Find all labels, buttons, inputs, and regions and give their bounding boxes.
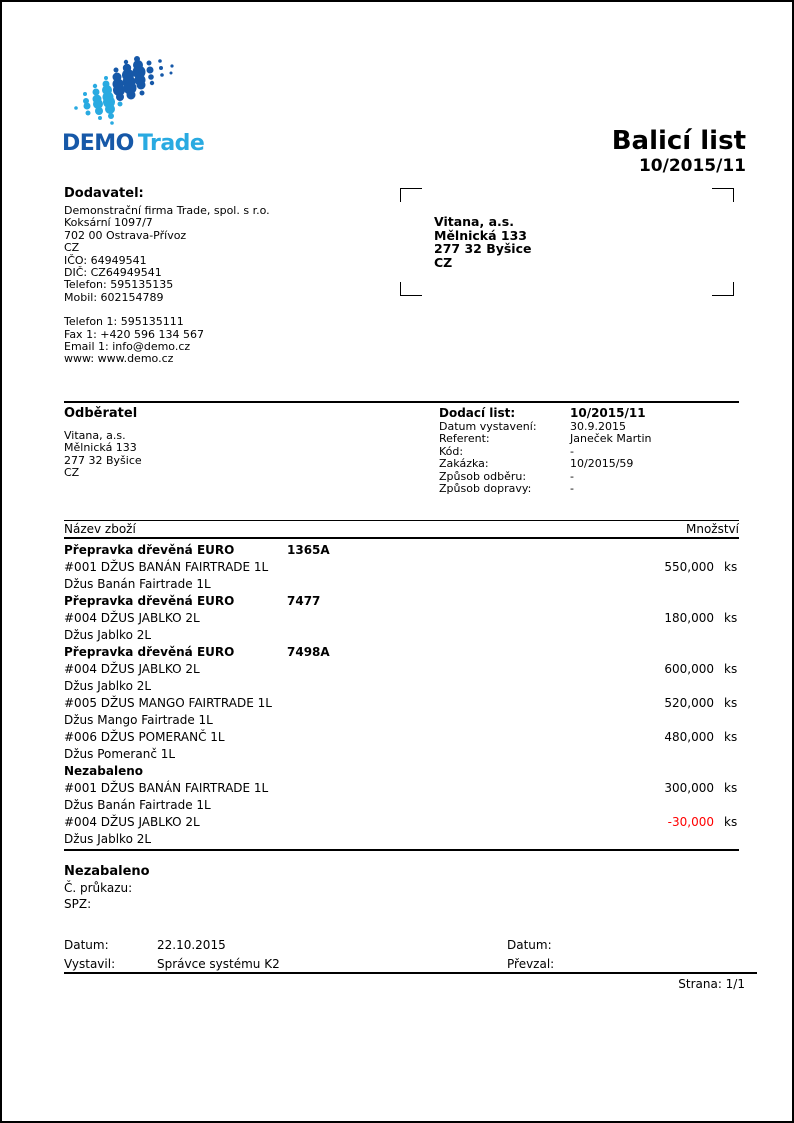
delivery-info-value: 30.9.2015 <box>570 419 626 433</box>
document-number: 10/2015/11 <box>638 156 746 176</box>
item-group-code: 7498A <box>287 645 330 659</box>
item-unit: ks <box>724 696 738 710</box>
delivery-info-label: Referent: <box>439 432 490 446</box>
item-name <box>64 763 614 780</box>
document-title: Balicí list <box>611 126 746 156</box>
delivery-info-row <box>439 483 652 496</box>
supplier-line: Mobil: 602154789 <box>64 290 164 304</box>
column-header-name: Název zboží <box>64 522 136 536</box>
table-row <box>64 780 739 797</box>
table-row <box>64 814 739 831</box>
unpacked-block <box>64 864 150 912</box>
item-quantity: 550,000 <box>664 560 714 574</box>
item-unit: ks <box>724 730 738 744</box>
supplier-line: Demonstrační firma Trade, spol. s r.o. <box>64 204 270 217</box>
logo-text-demo: DEMO <box>62 131 134 156</box>
item-group-code: 1365A <box>287 543 330 557</box>
table-row <box>64 729 739 746</box>
frame-corner-bottom-right <box>712 282 734 296</box>
supplier-address-lines <box>64 205 270 304</box>
item-quantity: 180,000 <box>664 611 714 625</box>
customer-address-lines <box>64 430 142 480</box>
item-name <box>64 610 614 627</box>
item-unit <box>724 746 739 763</box>
item-unit: ks <box>724 611 738 625</box>
item-name-text: #001 DŽUS BANÁN FAIRTRADE 1L <box>64 781 269 795</box>
signature-bottom-rule <box>64 972 757 974</box>
item-name-text: #004 DŽUS JABLKO 2L <box>64 662 200 676</box>
delivery-info-value: - <box>570 482 574 496</box>
item-name-text: Džus Pomeranč 1L <box>64 747 176 761</box>
supplier-contact-lines <box>64 316 270 366</box>
frame-corner-bottom-left <box>400 282 422 296</box>
shipping-address-line: 277 32 Byšice <box>434 241 532 256</box>
supplier-contact-line: Telefon 1: 595135111 <box>64 315 184 329</box>
shipping-address-frame <box>400 188 734 296</box>
supplier-contact-line: Fax 1: +420 596 134 567 <box>64 327 204 341</box>
unpacked-heading: Nezabaleno <box>64 864 150 879</box>
item-quantity <box>614 763 714 780</box>
unpacked-line: Č. průkazu: <box>64 881 133 895</box>
shipping-address-line: Mělnická 133 <box>434 227 527 243</box>
delivery-info-value: Janeček Martin <box>570 432 652 446</box>
item-name <box>64 712 614 729</box>
item-quantity <box>614 627 714 644</box>
table-row <box>64 763 739 780</box>
delivery-info-label: Kód: <box>439 444 464 458</box>
customer-block <box>64 406 142 480</box>
delivery-info-row <box>439 433 652 446</box>
item-quantity <box>614 542 714 559</box>
signature-row <box>507 936 602 955</box>
signature-issuer <box>64 936 280 974</box>
delivery-info-block <box>439 407 652 496</box>
item-quantity: 300,000 <box>664 781 714 795</box>
table-row <box>64 576 739 593</box>
frame-corner-top-right <box>712 188 734 202</box>
item-unit: ks <box>724 815 738 829</box>
table-row <box>64 746 739 763</box>
item-unit <box>724 797 739 814</box>
item-name-text: Džus Banán Fairtrade 1L <box>64 577 211 591</box>
table-row <box>64 695 739 712</box>
supplier-block <box>64 186 270 366</box>
item-name-text: Džus Jablko 2L <box>64 832 152 846</box>
delivery-info-label: Způsob odběru: <box>439 469 527 483</box>
item-name <box>64 644 614 661</box>
supplier-line: DIČ: CZ64949541 <box>64 266 162 280</box>
frame-corner-top-left <box>400 188 422 202</box>
item-name-text: #006 DŽUS POMERANČ 1L <box>64 730 225 744</box>
item-name <box>64 695 614 712</box>
item-unit <box>724 542 739 559</box>
table-row <box>64 831 739 848</box>
item-name <box>64 831 614 848</box>
table-header <box>64 522 739 536</box>
table-bottom-rule <box>64 849 739 851</box>
item-unit: ks <box>724 560 738 574</box>
item-name-text: Nezabaleno <box>64 764 143 778</box>
item-name <box>64 746 614 763</box>
item-name <box>64 678 614 695</box>
item-name-text: Přepravka dřevěná EURO <box>64 543 235 557</box>
item-quantity <box>614 678 714 695</box>
title-block <box>612 126 746 176</box>
customer-line: Vitana, a.s. <box>64 429 126 442</box>
item-unit <box>724 627 739 644</box>
column-header-quantity: Množství <box>686 522 739 536</box>
table-row <box>64 661 739 678</box>
item-quantity <box>614 712 714 729</box>
shipping-address-line: CZ <box>434 254 453 270</box>
item-quantity: 480,000 <box>664 730 714 744</box>
item-unit <box>724 763 739 780</box>
unpacked-line: SPZ: <box>64 897 92 911</box>
item-quantity <box>614 797 714 814</box>
item-name <box>64 593 614 610</box>
signature-label: Převzal: <box>507 957 555 971</box>
item-name-text: Přepravka dřevěná EURO <box>64 594 235 608</box>
table-row <box>64 627 739 644</box>
logo-text-trade: Trade <box>137 131 205 156</box>
item-name <box>64 729 614 746</box>
supplier-line: Telefon: 595135135 <box>64 278 174 292</box>
logo-dots-icon <box>74 56 194 130</box>
signature-value: Správce systému K2 <box>157 957 280 971</box>
item-name-text: #004 DŽUS JABLKO 2L <box>64 611 200 625</box>
item-quantity <box>614 746 714 763</box>
item-quantity: 520,000 <box>664 696 714 710</box>
item-quantity <box>614 593 714 610</box>
signature-label: Datum: <box>64 938 109 952</box>
item-name <box>64 559 614 576</box>
item-quantity <box>614 831 714 848</box>
item-name-text: #005 DŽUS MANGO FAIRTRADE 1L <box>64 696 272 710</box>
item-unit: ks <box>724 781 738 795</box>
page-number: Strana: 1/1 <box>678 977 745 991</box>
table-header-top-rule <box>64 520 739 521</box>
delivery-info-label: Dodací list: <box>439 406 516 420</box>
table-header-bottom-rule <box>64 537 739 539</box>
customer-line: Mělnická 133 <box>64 441 137 455</box>
signature-label: Datum: <box>507 938 552 952</box>
item-unit: ks <box>724 662 738 676</box>
table-row <box>64 712 739 729</box>
item-quantity <box>614 576 714 593</box>
item-unit <box>724 576 739 593</box>
unpacked-lines <box>64 880 150 912</box>
delivery-info-value: 10/2015/11 <box>570 406 646 420</box>
item-name <box>64 814 614 831</box>
item-name <box>64 627 614 644</box>
signature-label: Vystavil: <box>64 957 116 971</box>
signature-value: 22.10.2015 <box>157 938 226 952</box>
item-quantity: -30,000 <box>667 815 714 829</box>
item-quantity: 600,000 <box>664 662 714 676</box>
item-name-text: Džus Mango Fairtrade 1L <box>64 713 213 727</box>
section-divider <box>64 401 739 403</box>
delivery-info-label: Datum vystavení: <box>439 419 537 433</box>
item-name <box>64 576 614 593</box>
delivery-info-row <box>439 458 652 471</box>
table-row <box>64 678 739 695</box>
logo-wordmark <box>62 131 262 156</box>
delivery-info-value: - <box>570 469 574 483</box>
item-name <box>64 780 614 797</box>
item-name-text: #001 DŽUS BANÁN FAIRTRADE 1L <box>64 560 269 574</box>
supplier-line: Koksární 1097/7 <box>64 216 153 230</box>
supplier-line: CZ <box>64 241 80 255</box>
item-quantity <box>614 644 714 661</box>
item-unit <box>724 831 739 848</box>
logo <box>62 56 262 156</box>
supplier-line: 702 00 Ostrava-Přívoz <box>64 228 187 242</box>
item-name <box>64 542 614 559</box>
table-row <box>64 542 739 559</box>
delivery-info-value: - <box>570 444 574 458</box>
signature-receiver <box>507 936 602 974</box>
table-row <box>64 559 739 576</box>
item-unit <box>724 712 739 729</box>
item-name-text: Džus Banán Fairtrade 1L <box>64 798 211 812</box>
table-row <box>64 593 739 610</box>
item-name <box>64 797 614 814</box>
supplier-line: IČO: 64949541 <box>64 253 147 267</box>
table-row <box>64 610 739 627</box>
item-name-text: #004 DŽUS JABLKO 2L <box>64 815 200 829</box>
table-row <box>64 644 739 661</box>
shipping-address-line: Vitana, a.s. <box>434 214 514 229</box>
delivery-info-label: Zakázka: <box>439 457 489 471</box>
customer-heading: Odběratel <box>64 406 138 421</box>
supplier-contact-line: Email 1: info@demo.cz <box>64 340 191 354</box>
signature-row <box>64 936 280 955</box>
item-name <box>64 661 614 678</box>
customer-line: CZ <box>64 466 80 480</box>
item-name-text: Přepravka dřevěná EURO <box>64 645 235 659</box>
item-unit <box>724 644 739 661</box>
item-group-code: 7477 <box>287 594 321 608</box>
table-row <box>64 797 739 814</box>
delivery-info-row <box>439 407 652 421</box>
customer-line: 277 32 Byšice <box>64 453 142 467</box>
shipping-address <box>434 215 531 269</box>
item-name-text: Džus Jablko 2L <box>64 679 152 693</box>
supplier-contact-line: www: www.demo.cz <box>64 352 174 366</box>
items-table-body <box>64 542 739 848</box>
item-name-text: Džus Jablko 2L <box>64 628 152 642</box>
supplier-heading: Dodavatel: <box>64 186 144 201</box>
item-unit <box>724 678 739 695</box>
delivery-info-label: Způsob dopravy: <box>439 482 532 496</box>
delivery-info-value: 10/2015/59 <box>570 457 634 471</box>
item-unit <box>724 593 739 610</box>
